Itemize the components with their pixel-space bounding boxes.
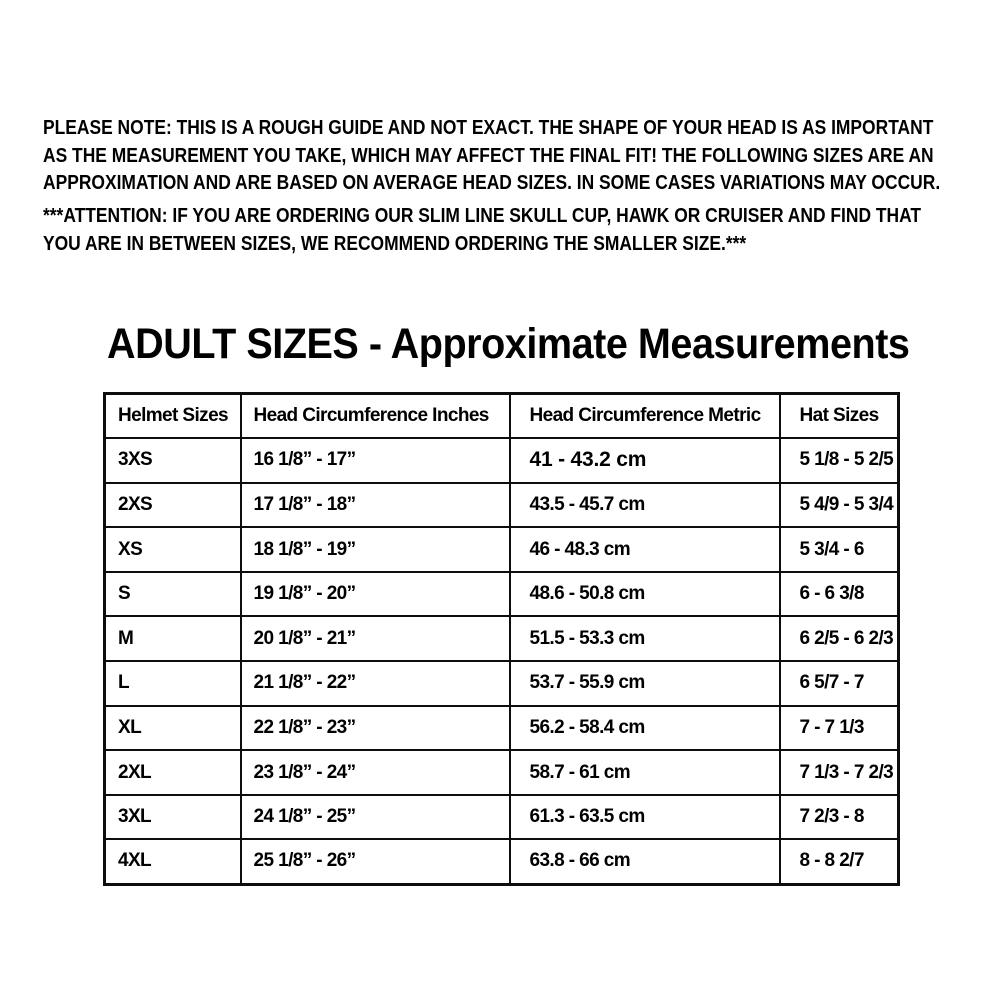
hat-size-cell: 6 2/5 - 6 2/3 — [780, 616, 899, 661]
adult-sizes-table — [103, 392, 900, 886]
page-title: ADULT SIZES - Approximate Measurements — [107, 320, 910, 368]
inches-cell: 18 1/8” - 19” — [241, 527, 510, 572]
note-line: ***ATTENTION: IF YOU ARE ORDERING OUR SLIM LINE SKULL CUP, HAWK OR CRUISER AND FIND THAT — [43, 204, 922, 227]
inches-cell: 19 1/8” - 20” — [241, 572, 510, 617]
col-header-hat-sizes: Hat Sizes — [780, 394, 899, 439]
table-row — [105, 661, 899, 706]
hat-size-cell: 7 - 7 1/3 — [780, 706, 899, 751]
helmet-size-cell: 2XL — [105, 750, 241, 795]
metric-cell: 43.5 - 45.7 cm — [510, 483, 780, 528]
inches-cell: 21 1/8” - 22” — [241, 661, 510, 706]
hat-size-cell: 8 - 8 2/7 — [780, 839, 899, 884]
table-header-row — [105, 394, 899, 439]
note-line: PLEASE NOTE: THIS IS A ROUGH GUIDE AND NOT EXACT. THE SHAPE OF YOUR HEAD IS AS IMPORTANT — [43, 116, 934, 139]
metric-cell: 61.3 - 63.5 cm — [510, 795, 780, 840]
helmet-size-cell: M — [105, 616, 241, 661]
helmet-size-cell: 4XL — [105, 839, 241, 884]
col-header-helmet-sizes: Helmet Sizes — [105, 394, 241, 439]
inches-cell: 22 1/8” - 23” — [241, 706, 510, 751]
inches-cell: 24 1/8” - 25” — [241, 795, 510, 840]
table-row — [105, 839, 899, 884]
table-row — [105, 527, 899, 572]
note-line: YOU ARE IN BETWEEN SIZES, WE RECOMMEND ORDERING THE SMALLER SIZE.*** — [43, 231, 747, 255]
metric-cell: 63.8 - 66 cm — [510, 839, 780, 884]
metric-cell: 51.5 - 53.3 cm — [510, 616, 780, 661]
hat-size-cell: 5 1/8 - 5 2/5 — [780, 438, 899, 483]
metric-cell: 58.7 - 61 cm — [510, 750, 780, 795]
hat-size-cell: 7 1/3 - 7 2/3 — [780, 750, 899, 795]
size-table-body — [105, 438, 899, 884]
metric-cell: 41 - 43.2 cm — [510, 438, 780, 483]
please-note-paragraph — [43, 114, 953, 197]
inches-cell: 17 1/8” - 18” — [241, 483, 510, 528]
helmet-size-cell: L — [105, 661, 241, 706]
helmet-size-cell: S — [105, 572, 241, 617]
metric-cell: 56.2 - 58.4 cm — [510, 706, 780, 751]
hat-size-cell: 5 3/4 - 6 — [780, 527, 899, 572]
metric-cell: 46 - 48.3 cm — [510, 527, 780, 572]
hat-size-cell: 7 2/3 - 8 — [780, 795, 899, 840]
table-row — [105, 750, 899, 795]
hat-size-cell: 6 5/7 - 7 — [780, 661, 899, 706]
inches-cell: 23 1/8” - 24” — [241, 750, 510, 795]
hat-size-cell: 6 - 6 3/8 — [780, 572, 899, 617]
note-line: APPROXIMATION AND ARE BASED ON AVERAGE HEAD SIZES. IN SOME CASES VARIATIONS MAY OCCUR. — [43, 171, 941, 194]
table-row — [105, 616, 899, 661]
metric-cell: 48.6 - 50.8 cm — [510, 572, 780, 617]
table-row — [105, 438, 899, 483]
helmet-size-cell: 3XL — [105, 795, 241, 840]
table-row — [105, 706, 899, 751]
inches-cell: 20 1/8” - 21” — [241, 616, 510, 661]
inches-cell: 25 1/8” - 26” — [241, 839, 510, 884]
table-row — [105, 795, 899, 840]
helmet-size-cell: XL — [105, 706, 241, 751]
col-header-head-circumference-metric: Head Circumference Metric — [510, 394, 780, 439]
col-header-head-circumference-inches: Head Circumference Inches — [241, 394, 510, 439]
helmet-size-cell: XS — [105, 527, 241, 572]
attention-paragraph — [43, 202, 953, 257]
table-row — [105, 572, 899, 617]
note-line: AS THE MEASUREMENT YOU TAKE, WHICH MAY AFFECT THE FINAL FIT! THE FOLLOWING SIZES ARE AN — [43, 143, 934, 167]
table-row — [105, 483, 899, 528]
helmet-size-cell: 2XS — [105, 483, 241, 528]
metric-cell: 53.7 - 55.9 cm — [510, 661, 780, 706]
helmet-size-cell: 3XS — [105, 438, 241, 483]
hat-size-cell: 5 4/9 - 5 3/4 — [780, 483, 899, 528]
inches-cell: 16 1/8” - 17” — [241, 438, 510, 483]
